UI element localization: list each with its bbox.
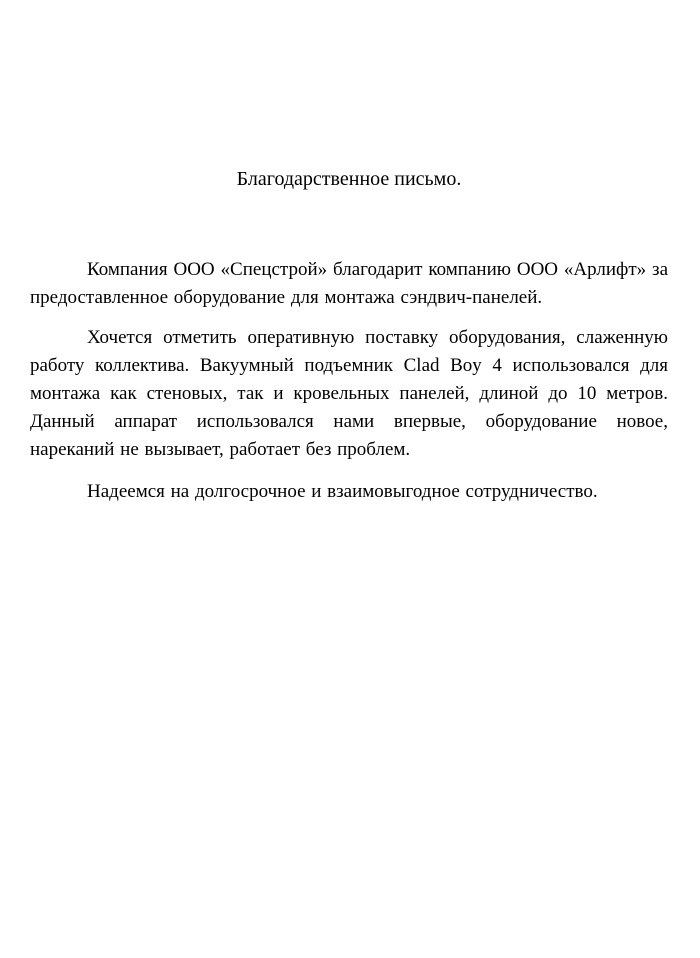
letter-title: Благодарственное письмо. — [236, 168, 462, 190]
letter-paragraph-equipment-review: Хочется отметить оперативную поставку оборудования, слаженную работу коллектива. Вакуумный подъемник Clad Boy 4 использовался для монтажа как стеновых, так и кровельных панелей, длиной до 10 метров. Данный аппарат использовался нами впервые, оборудование новое, нареканий не вызывает, работает без проблем. — [30, 327, 668, 460]
letter-paragraph-closing: Надеемся на долгосрочное и взаимовыгодное сотрудничество. — [87, 481, 598, 502]
letter-paragraph-gratitude: Компания ООО «Спецстрой» благодарит компанию ООО «Арлифт» за предоставленное оборудование для монтажа сэндвич-панелей. — [30, 259, 668, 308]
